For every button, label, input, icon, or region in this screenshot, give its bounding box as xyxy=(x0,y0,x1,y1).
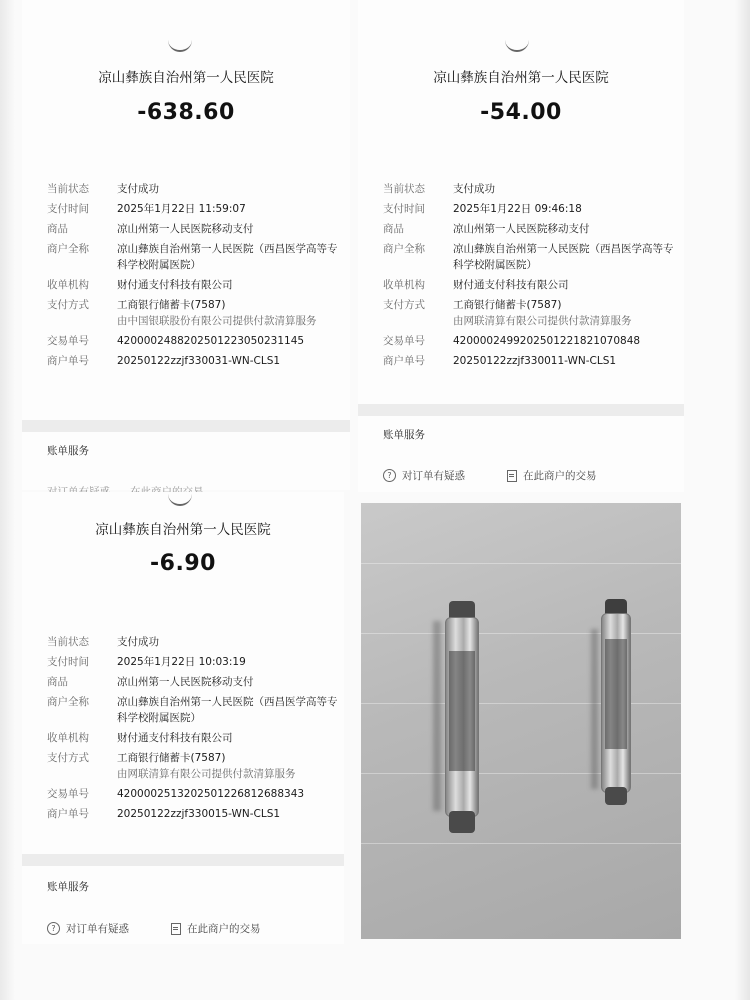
acquirer-label: 收单机构 xyxy=(47,732,89,744)
order-label: 商户单号 xyxy=(47,355,89,367)
time-value: 2025年1月22日 09:46:18 xyxy=(453,203,582,215)
row-merchant xyxy=(383,241,678,273)
document-icon xyxy=(507,470,517,482)
goods-label: 商品 xyxy=(47,676,68,688)
goods-value: 凉山州第一人民医院移动支付 xyxy=(117,223,254,235)
hospital-logo-icon xyxy=(168,494,192,506)
method-note: 由网联清算有限公司提供付款清算服务 xyxy=(453,315,632,327)
txn-label: 交易单号 xyxy=(383,335,425,347)
txn-value: 4200002499202501221821070848 xyxy=(453,335,641,347)
order-question-label: 对订单有疑惑 xyxy=(402,470,465,482)
method-value: 工商银行储蓄卡(7587) xyxy=(117,299,226,311)
section-divider xyxy=(358,404,684,416)
txn-label: 交易单号 xyxy=(47,788,89,800)
txn-value: 4200002488202501223050231145 xyxy=(117,335,305,347)
status-value: 支付成功 xyxy=(117,636,159,648)
merchant-value: 凉山彝族自治州第一人民医院（西昌医学高等专科学校附属医院） xyxy=(117,696,338,724)
row-acquirer xyxy=(383,277,678,293)
merchant-transactions-label: 在此商户的交易 xyxy=(187,923,261,935)
receipt-3 xyxy=(22,492,344,944)
vial-right xyxy=(601,599,631,805)
bill-service-links xyxy=(383,468,597,483)
acquirer-value: 财付通支付科技有限公司 xyxy=(117,732,233,744)
section-divider xyxy=(22,420,350,432)
order-question-link[interactable] xyxy=(383,468,465,483)
row-acquirer xyxy=(47,277,344,293)
row-merchant xyxy=(47,694,338,726)
row-status xyxy=(47,181,344,197)
merchant-transactions-link[interactable] xyxy=(507,468,597,483)
row-goods xyxy=(383,221,678,237)
receipt-1 xyxy=(22,0,350,490)
row-time xyxy=(47,654,338,670)
merchant-label: 商户全称 xyxy=(47,243,89,255)
order-question-link[interactable] xyxy=(47,921,129,936)
row-method xyxy=(47,297,344,329)
merchant-value: 凉山彝族自治州第一人民医院（西昌医学高等专科学校附属医院） xyxy=(117,243,338,271)
method-label: 支付方式 xyxy=(47,299,89,311)
row-method xyxy=(383,297,678,329)
row-order xyxy=(47,353,344,369)
method-label: 支付方式 xyxy=(47,752,89,764)
acquirer-label: 收单机构 xyxy=(383,279,425,291)
hospital-name: 凉山彝族自治州第一人民医院 xyxy=(98,70,274,86)
order-label: 商户单号 xyxy=(383,355,425,367)
bill-service-title: 账单服务 xyxy=(47,445,89,457)
hospital-logo-icon xyxy=(505,40,529,52)
order-value: 20250122zzjf330031-WN-CLS1 xyxy=(117,355,281,367)
hospital-name: 凉山彝族自治州第一人民医院 xyxy=(95,522,271,538)
time-value: 2025年1月22日 10:03:19 xyxy=(117,656,246,668)
row-status xyxy=(47,634,338,650)
receipt-2 xyxy=(358,0,684,492)
acquirer-value: 财付通支付科技有限公司 xyxy=(453,279,569,291)
row-goods xyxy=(47,221,344,237)
goods-label: 商品 xyxy=(383,223,404,235)
order-value: 20250122zzjf330015-WN-CLS1 xyxy=(117,808,281,820)
acquirer-value: 财付通支付科技有限公司 xyxy=(117,279,233,291)
cut-off-links xyxy=(47,484,204,491)
question-icon: ? xyxy=(383,469,396,482)
txn-value: 4200002513202501226812688343 xyxy=(117,788,305,800)
method-note: 由网联清算有限公司提供付款清算服务 xyxy=(117,768,296,780)
question-icon: ? xyxy=(47,922,60,935)
status-label: 当前状态 xyxy=(47,636,89,648)
time-value: 2025年1月22日 11:59:07 xyxy=(117,203,246,215)
method-note: 由中国银联股份有限公司提供付款清算服务 xyxy=(117,315,317,327)
merchant-transactions-label: 在此商户的交易 xyxy=(523,470,597,482)
goods-value: 凉山州第一人民医院移动支付 xyxy=(453,223,590,235)
document-icon xyxy=(171,923,181,935)
merchant-transactions-link[interactable] xyxy=(171,921,261,936)
time-label: 支付时间 xyxy=(47,656,89,668)
merchant-label: 商户全称 xyxy=(383,243,425,255)
row-status xyxy=(383,181,678,197)
merchant-value: 凉山彝族自治州第一人民医院（西昌医学高等专科学校附属医院） xyxy=(453,243,674,271)
status-value: 支付成功 xyxy=(453,183,495,195)
medicine-vials-photo xyxy=(361,503,681,939)
status-value: 支付成功 xyxy=(117,183,159,195)
bill-service-links xyxy=(47,921,261,936)
time-label: 支付时间 xyxy=(47,203,89,215)
payment-amount: -54.00 xyxy=(480,100,562,125)
status-label: 当前状态 xyxy=(383,183,425,195)
bill-service-title: 账单服务 xyxy=(383,429,425,441)
row-goods xyxy=(47,674,338,690)
bill-service-title: 账单服务 xyxy=(47,881,89,893)
section-divider xyxy=(22,854,344,866)
row-order xyxy=(47,806,338,822)
row-txn xyxy=(47,333,344,349)
method-label: 支付方式 xyxy=(383,299,425,311)
txn-label: 交易单号 xyxy=(47,335,89,347)
row-time xyxy=(383,201,678,217)
method-value: 工商银行储蓄卡(7587) xyxy=(453,299,562,311)
payment-amount: -6.90 xyxy=(150,551,216,576)
goods-label: 商品 xyxy=(47,223,68,235)
row-time xyxy=(47,201,344,217)
row-txn xyxy=(47,786,338,802)
acquirer-label: 收单机构 xyxy=(47,279,89,291)
vial-left xyxy=(445,601,479,833)
row-acquirer xyxy=(47,730,338,746)
method-value: 工商银行储蓄卡(7587) xyxy=(117,752,226,764)
row-txn xyxy=(383,333,678,349)
order-value: 20250122zzjf330011-WN-CLS1 xyxy=(453,355,617,367)
row-merchant xyxy=(47,241,344,273)
row-method xyxy=(47,750,338,782)
hospital-logo-icon xyxy=(168,40,192,52)
merchant-label: 商户全称 xyxy=(47,696,89,708)
hospital-name: 凉山彝族自治州第一人民医院 xyxy=(433,70,609,86)
payment-amount: -638.60 xyxy=(137,100,235,125)
status-label: 当前状态 xyxy=(47,183,89,195)
time-label: 支付时间 xyxy=(383,203,425,215)
detail-rows xyxy=(47,634,338,826)
detail-rows xyxy=(47,181,344,373)
row-order xyxy=(383,353,678,369)
detail-rows xyxy=(383,181,678,373)
order-label: 商户单号 xyxy=(47,808,89,820)
goods-value: 凉山州第一人民医院移动支付 xyxy=(117,676,254,688)
order-question-label: 对订单有疑惑 xyxy=(66,923,129,935)
